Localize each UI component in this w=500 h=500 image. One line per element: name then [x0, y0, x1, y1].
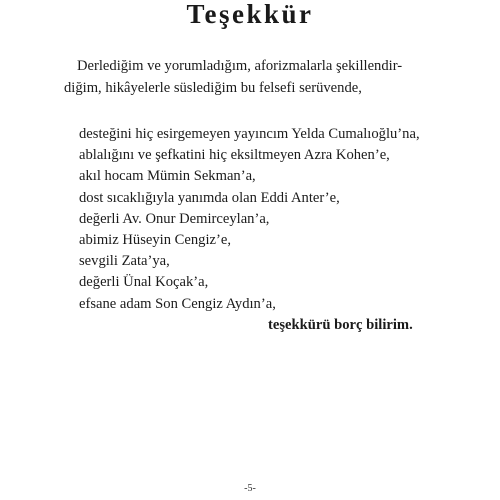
- closing-line: teşekkürü borç bilirim.: [268, 317, 413, 333]
- thanks-item: değerli Ünal Koçak’a,: [79, 274, 209, 291]
- thanks-item: efsane adam Son Cengiz Aydın’a,: [79, 295, 276, 312]
- page-number: -5-: [244, 483, 256, 494]
- thanks-item: akıl hocam Mümin Sekman’a,: [79, 168, 256, 185]
- thanks-item: değerli Av. Onur Demirceylan’a,: [79, 210, 270, 227]
- thanks-item: sevgili Zata’ya,: [79, 253, 170, 270]
- page-title: Teşekkür: [186, 0, 314, 29]
- thanks-item: ablalığını ve şefkatini hiç eksiltmeyen Azra Kohen’e,: [79, 147, 390, 164]
- thanks-item: abimiz Hüseyin Cengiz’e,: [79, 232, 231, 249]
- intro-paragraph: [64, 55, 440, 99]
- thanks-item: dost sıcaklığıyla yanımda olan Eddi Anter’e,: [79, 189, 340, 206]
- intro-line: diğim, hikâyelerle süslediğim bu felsefi serüvende,: [64, 80, 362, 96]
- thanks-list: [79, 124, 420, 315]
- thanks-item: desteğini hiç esirgemeyen yayıncım Yelda Cumalıoğlu’na,: [79, 126, 420, 142]
- intro-line: Derlediğim ve yorumladığım, aforizmalarla şekillendir-: [77, 58, 403, 74]
